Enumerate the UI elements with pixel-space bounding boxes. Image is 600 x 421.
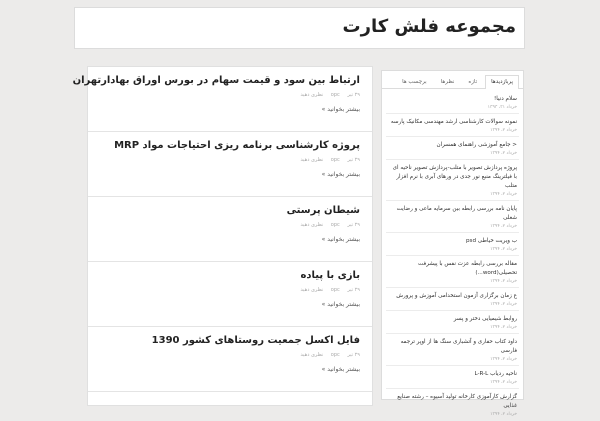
post-author[interactable]: opc [330, 222, 340, 228]
post-date: ۲۹ تیر [347, 222, 360, 228]
post-meta [100, 157, 360, 163]
post-date: ۲۹ تیر [347, 92, 360, 98]
read-more-link[interactable]: بیشتر بخوانید » [321, 106, 360, 113]
sidebar-post-date: خرداد ۲، ۱۳۹۴ [490, 224, 517, 229]
site-title[interactable]: مجموعه فلش کارت [342, 16, 516, 37]
sidebar-post-link[interactable]: سلام دنیا! [494, 96, 517, 102]
sidebar-post-link[interactable]: داود کتاب حفاری و آتشباری سنگ ها از اوپر ترجمه فارسی [400, 339, 517, 354]
list-item [386, 311, 519, 334]
read-more-link[interactable]: بیشتر بخوانید » [321, 301, 360, 308]
post-date: ۲۹ تیر [347, 157, 360, 163]
post-comments[interactable]: نظری دهید [300, 287, 324, 293]
sidebar-post-date: خرداد ۲، ۱۳۹۴ [490, 412, 517, 417]
post-comments[interactable]: نظری دهید [300, 222, 324, 228]
sidebar-post-date: خرداد ۲، ۱۳۹۴ [490, 302, 517, 307]
sidebar-post-link[interactable]: پروژه پردازش تصویر با متلب-پردازش تصویر ناحیه ای با فیلترینگ منبع نور جدی در ورهای آبری با نرم افزار متلب [392, 165, 517, 189]
sidebar-post-date: خرداد ۲، ۱۳۹۴ [490, 380, 517, 385]
sidebar-post-link[interactable]: ع زمان برگزاری آزمون استخدامی آموزش و پرورش [396, 293, 517, 299]
post-title[interactable]: ارتباط بین سود و قیمت سهام در بورس اوراق بهادارتهران [72, 75, 360, 86]
tab-popular[interactable]: پربازدیدها [485, 75, 519, 89]
post-meta [100, 352, 360, 358]
sidebar-tabs [382, 71, 523, 89]
post-author[interactable]: opc [330, 352, 340, 358]
sidebar-post-date: خرداد ۲، ۱۳۹۴ [490, 192, 517, 197]
sidebar-post-link[interactable]: پایان نامه بررسی رابطه بین سرمایه ماعی و رضایت شغلی [396, 206, 517, 221]
read-more-link[interactable]: بیشتر بخوانید » [321, 236, 360, 243]
read-more-link[interactable]: بیشتر بخوانید » [321, 366, 360, 373]
list-item [386, 160, 519, 201]
post-title[interactable]: بازی با پیاده [300, 270, 360, 281]
post-title[interactable]: فایل اکسل جمعیت روستاهای کشور 1390 [151, 335, 360, 346]
post-list [72, 66, 373, 406]
sidebar-post-date: خرداد ۲، ۱۳۹۴ [490, 357, 517, 362]
tab-tags[interactable]: برچسب ها [402, 79, 427, 85]
sidebar-post-date: خرداد ۲، ۱۳۹۴ [490, 128, 517, 133]
list-item [386, 256, 519, 288]
list-item [386, 91, 519, 114]
post-date: ۲۹ تیر [347, 352, 360, 358]
sidebar-post-date: خرداد ۲، ۱۳۹۴ [490, 151, 517, 156]
post-meta [100, 287, 360, 293]
post-item [88, 197, 372, 262]
tab-recent[interactable]: تازه [468, 79, 478, 85]
post-meta [100, 222, 360, 228]
read-more-link[interactable]: بیشتر بخوانید » [321, 171, 360, 178]
list-item [386, 366, 519, 389]
post-author[interactable]: opc [330, 287, 340, 293]
sidebar-post-date: خرداد ۲، ۱۳۹۴ [490, 279, 517, 284]
sidebar-post-link[interactable]: مقاله بررسی رابطه عزت نفس با پیشرفت تحصیلی(word...) [418, 261, 517, 276]
sidebar [381, 70, 524, 417]
list-item [386, 334, 519, 366]
list-item [386, 201, 519, 233]
post-author[interactable]: opc [330, 157, 340, 163]
sidebar-post-link[interactable]: ب ویریت خیاطی psd [466, 238, 517, 244]
post-meta [100, 92, 360, 98]
list-item [386, 233, 519, 256]
post-item [88, 327, 372, 392]
post-date: ۲۹ تیر [347, 287, 360, 293]
tab-comments[interactable]: نظرها [440, 79, 455, 85]
post-title[interactable]: پروژه کارشناسی برنامه ریزی احتیاجات مواد MRP [114, 140, 360, 151]
site-header [74, 7, 525, 49]
sidebar-post-date: خرداد ۲، ۱۳۹۴ [490, 247, 517, 252]
sidebar-post-link[interactable]: گزارش کارآموزی کارخانه تولید آسیوه – رشته صنایع غذایی [397, 394, 517, 409]
sidebar-post-link[interactable]: روابط شیمیایی دختر و پسر [453, 316, 517, 322]
post-title[interactable]: شیطان پرستی [286, 205, 360, 216]
sidebar-post-link[interactable]: < جامع آموزشی راهنمای همسران [436, 142, 517, 148]
sidebar-post-date: خرداد ۳۱، ۱۳۹۳ [487, 105, 517, 110]
post-author[interactable]: opc [330, 92, 340, 98]
list-item [386, 288, 519, 311]
sidebar-post-link[interactable]: ناحیه ردیاب L-R-L [474, 371, 517, 377]
sidebar-post-date: خرداد ۲، ۱۳۹۴ [490, 325, 517, 330]
list-item [386, 389, 519, 421]
post-item [88, 262, 372, 327]
post-comments[interactable]: نظری دهید [300, 157, 324, 163]
post-item [72, 67, 372, 132]
popular-posts-list [382, 89, 523, 421]
post-comments[interactable]: نظری دهید [300, 92, 324, 98]
list-item [386, 114, 519, 137]
sidebar-post-link[interactable]: نمونه سوالات کارشناسی ارشد مهندسی مکانیک پارسه [390, 119, 517, 125]
post-comments[interactable]: نظری دهید [300, 352, 324, 358]
post-item [88, 132, 372, 197]
list-item [386, 137, 519, 160]
